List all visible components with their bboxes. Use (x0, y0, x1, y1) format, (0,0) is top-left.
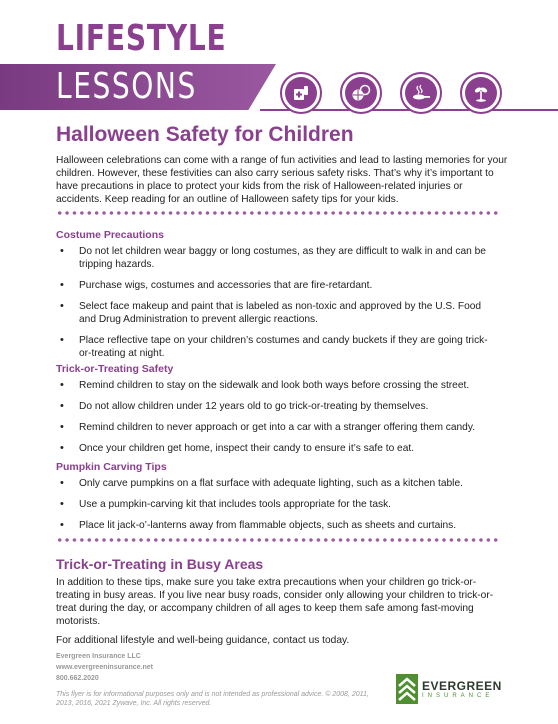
pumpkin-carving-list (56, 477, 496, 540)
list-item: • Select face makeup and paint that is labeled as non-toxic and approved by the U.S. Food and Drug Administration to prevent allergic reactions. (56, 300, 496, 326)
evergreen-logo (396, 674, 502, 704)
list-item: • Purchase wigs, costumes and accessories that are fire-retardant. (56, 279, 496, 292)
company-phone: 800.662.2020 (56, 675, 99, 682)
contact-line: For additional lifestyle and well-being guidance, contact us today. (56, 635, 350, 646)
section-heading-busy-areas: Trick-or-Treating in Busy Areas (56, 556, 264, 572)
cooking-pan-icon (400, 72, 442, 114)
tree-chevron-icon (396, 674, 418, 704)
list-item: • Place reflective tape on your children’s costumes and candy buckets if they are going trick-or-treating at night. (56, 334, 496, 360)
banner-title-bottom: LESSONS (56, 66, 197, 107)
dotted-divider (56, 210, 500, 216)
section-heading-trick-or-treating: Trick-or-Treating Safety (56, 363, 174, 375)
trick-or-treating-list (56, 379, 496, 463)
list-item: • Remind children to stay on the sidewalk and look both ways before crossing the street. (56, 379, 496, 392)
section-heading-costume: Costume Precautions (56, 229, 164, 241)
intro-paragraph: Halloween celebrations can come with a range of fun activities and lead to lasting memories for your children. However, these festivities can also carry serious safety risks. That’s why it’s important to have precautions in place to protect your kids from the risk of Halloween-related injuries or accidents. Keep reading for an outline of Halloween safety tips for your kids. (56, 155, 508, 205)
section-heading-pumpkin-carving: Pumpkin Carving Tips (56, 461, 167, 473)
plant-sprout-icon (460, 72, 502, 114)
list-item: • Once your children get home, inspect their candy to ensure it’s safe to eat. (56, 442, 496, 455)
list-item: • Place lit jack-o’-lanterns away from flammable objects, such as sheets and curtains. (56, 519, 496, 532)
list-item: • Remind children to never approach or get into a car with a stranger offering them candy. (56, 421, 496, 434)
list-item: • Do not allow children under 12 years old to go trick-or-treating by themselves. (56, 400, 496, 413)
list-item: • Use a pumpkin-carving kit that includes tools appropriate for the task. (56, 498, 496, 511)
banner-title-top: LIFESTYLE (56, 18, 227, 59)
logo-name: EVERGREEN (422, 679, 502, 693)
sports-ball-icon (340, 72, 382, 114)
list-item: • Do not let children wear baggy or long costumes, as they are difficult to walk in and can be tripping hazards. (56, 245, 496, 271)
company-website[interactable]: www.evergreeninsurance.net (56, 664, 153, 671)
page-title: Halloween Safety for Children (56, 123, 354, 146)
busy-areas-paragraph: In addition to these tips, make sure you take extra precautions when your children go trick-or-treating in busy areas. If you live near busy roads, consider only allowing your children to trick-or-treat during the day, or accompany children of all ages to keep them safe among fast-moving motorists. (56, 577, 494, 627)
logo-subtitle: INSURANCE (422, 693, 494, 699)
medical-kit-icon (280, 72, 322, 114)
dotted-divider (56, 537, 500, 543)
costume-list (56, 245, 496, 368)
disclaimer-text: This flyer is for informational purposes only and is not intended as professional advice. © 2008, 2011, 2013, 2016, 2021 Zywave, Inc. All rights reserved. (56, 691, 369, 707)
company-info (56, 651, 153, 684)
list-item: • Only carve pumpkins on a flat surface with adequate lighting, such as a kitchen table. (56, 477, 496, 490)
company-name: Evergreen Insurance LLC (56, 653, 141, 660)
